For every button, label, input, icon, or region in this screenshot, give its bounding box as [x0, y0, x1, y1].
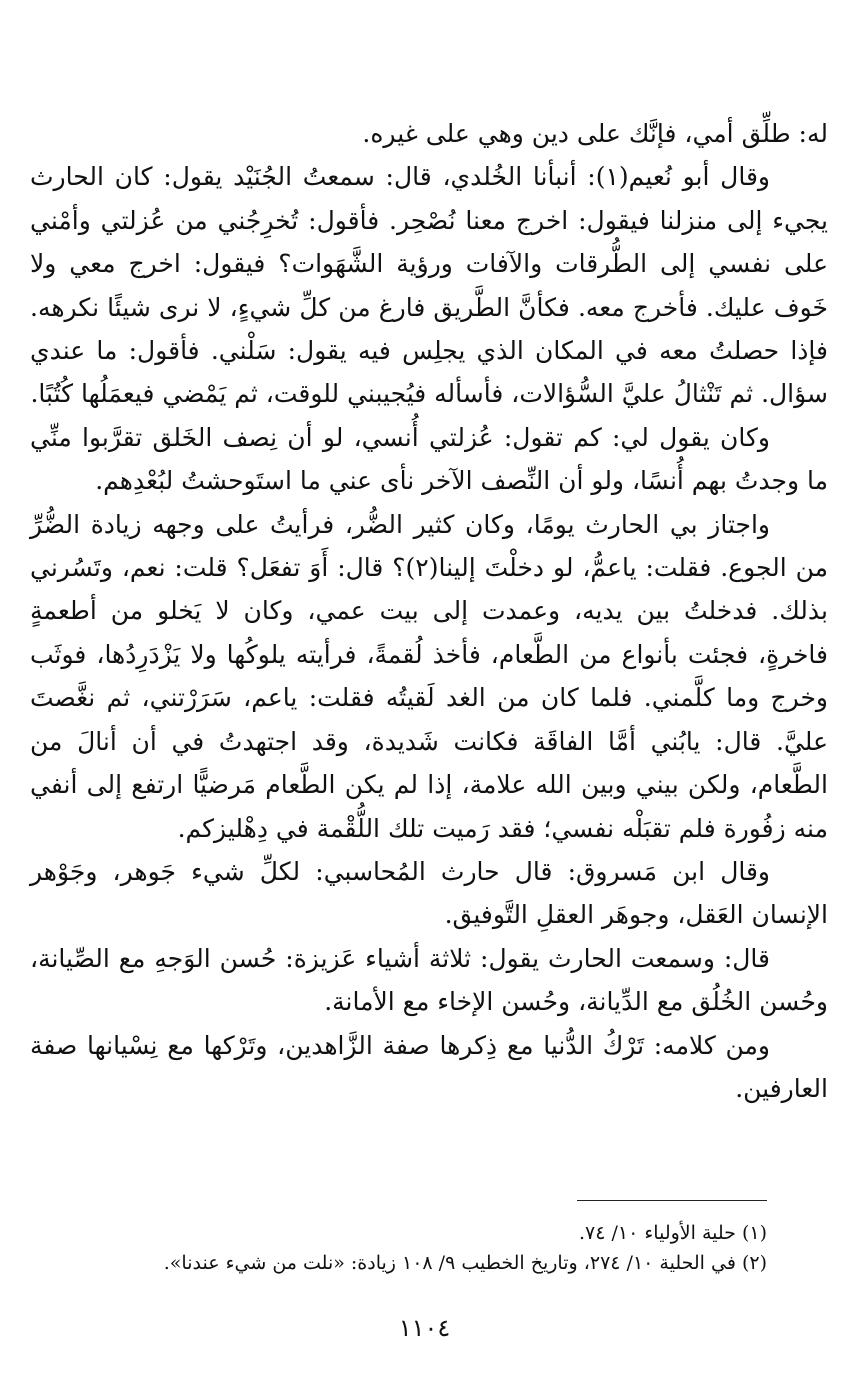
page-number: ١١٠٤ [398, 1314, 451, 1342]
book-page-body [30, 112, 828, 1110]
paragraph-5: وقال ابن مَسروق: قال حارث المُحاسبي: لكلِّ شيء جَوهر، وجَوْهر الإنسان العَقل، وجوهَر العقلِ التَّوفيق. [30, 856, 828, 930]
footnote-1: (١) حلية الأولياء ١٠/ ٧٤. [578, 1222, 767, 1244]
paragraph-2: وقال أبو نُعيم(١): أنبأنا الخُلدي، قال: سمعتُ الجُنَيْد يقول: كان الحارث يجيء إلى منزلنا فيقول: اخرج معنا نُصْحِر. فأقول: تُخرِجُني من عُزلتي وأمْني على نفسي إلى الطُّرقات والآفات ورؤية الشَّهَوات؟ فيقول: اخرج معي ولا خَوف عليك. فأخرج معه. فكأنَّ الطَّريق فارغ من كلِّ شيءٍ، لا نرى شيئًا نكرهه. فإذا حصلتُ معه في المكان الذي يجلِس فيه يقول: سَلْني. فأقول: ما عندي سؤال. ثم تَنْثالُ عليَّ السُّؤالات، فأسأله فيُجيبني للوقت، ثم يَمْضي فيعمَلُها كُتُبًا. [30, 162, 828, 409]
footnote-2: (٢) في الحلية ١٠/ ٢٧٤، وتاريخ الخطيب ٩/ ١٠٨ زيادة: «نلت من شيء عندنا». [163, 1252, 767, 1274]
paragraph-6: قال: وسمعت الحارث يقول: ثلاثة أشياء عَزيزة: حُسن الوَجهِ مع الصِّيانة، وحُسن الخُلُق مع الدِّيانة، وحُسن الإخاء مع الأمانة. [30, 943, 828, 1017]
footnotes [107, 1218, 767, 1278]
paragraph-3: وكان يقول لي: كم تقول: عُزلتي أُنسي، لو أن نِصف الخَلق تقرَّبوا منِّي ما وجدتُ بهم أُنسًا، ولو أن النِّصف الآخر نأى عني ما استَوحشتُ لبُعْدِهم. [30, 422, 828, 496]
paragraph-7: ومن كلامه: تَرْكُ الدُّنيا مع ذِكرها صفة الزَّاهدين، وتَرْكها مع نِسْيانها صفة العارفين. [30, 1030, 828, 1103]
paragraph-1: له: طلِّق أمي، فإنَّك على دين وهي على غيره. [362, 119, 828, 148]
paragraph-4: واجتاز بي الحارث يومًا، وكان كثير الضُّر، فرأيتُ على وجهه زيادة الضُّرِّ من الجوع. فقلت: ياعمُّ، لو دخلْتَ إلينا(٢)؟ قال: أَوَ تفعَل؟ قلت: نعم، وتَسُرني بذلك. فدخلتُ بين يديه، وعمدت إلى بيت عمي، وكان لا يَخلو من أطعمةٍ فاخرةٍ، فجئت بأنواع من الطَّعام، فأخذ لُقمةً، فرأيته يلوكُها ولا يَزْدَرِدُها، فوثَب وخرج وما كلَّمني. فلما كان من الغد لَقيتُه فقلت: ياعم، سَرَرْتني، ثم نغَّصتَ عليَّ. قال: يابُني أمَّا الفاقَة فكانت شَديدة، وقد اجتهدتُ في أن أنالَ من الطَّعام، ولكن بيني وبين الله علامة، إذا لم يكن الطَّعام مَرضيًّا ارتفع إلى أنفي منه زفُورة فلم تقبَلْه نفسي؛ فقد رَميت تلك اللُّقْمة في دِهْليزكم. [30, 509, 829, 843]
footnote-divider [577, 1200, 767, 1201]
